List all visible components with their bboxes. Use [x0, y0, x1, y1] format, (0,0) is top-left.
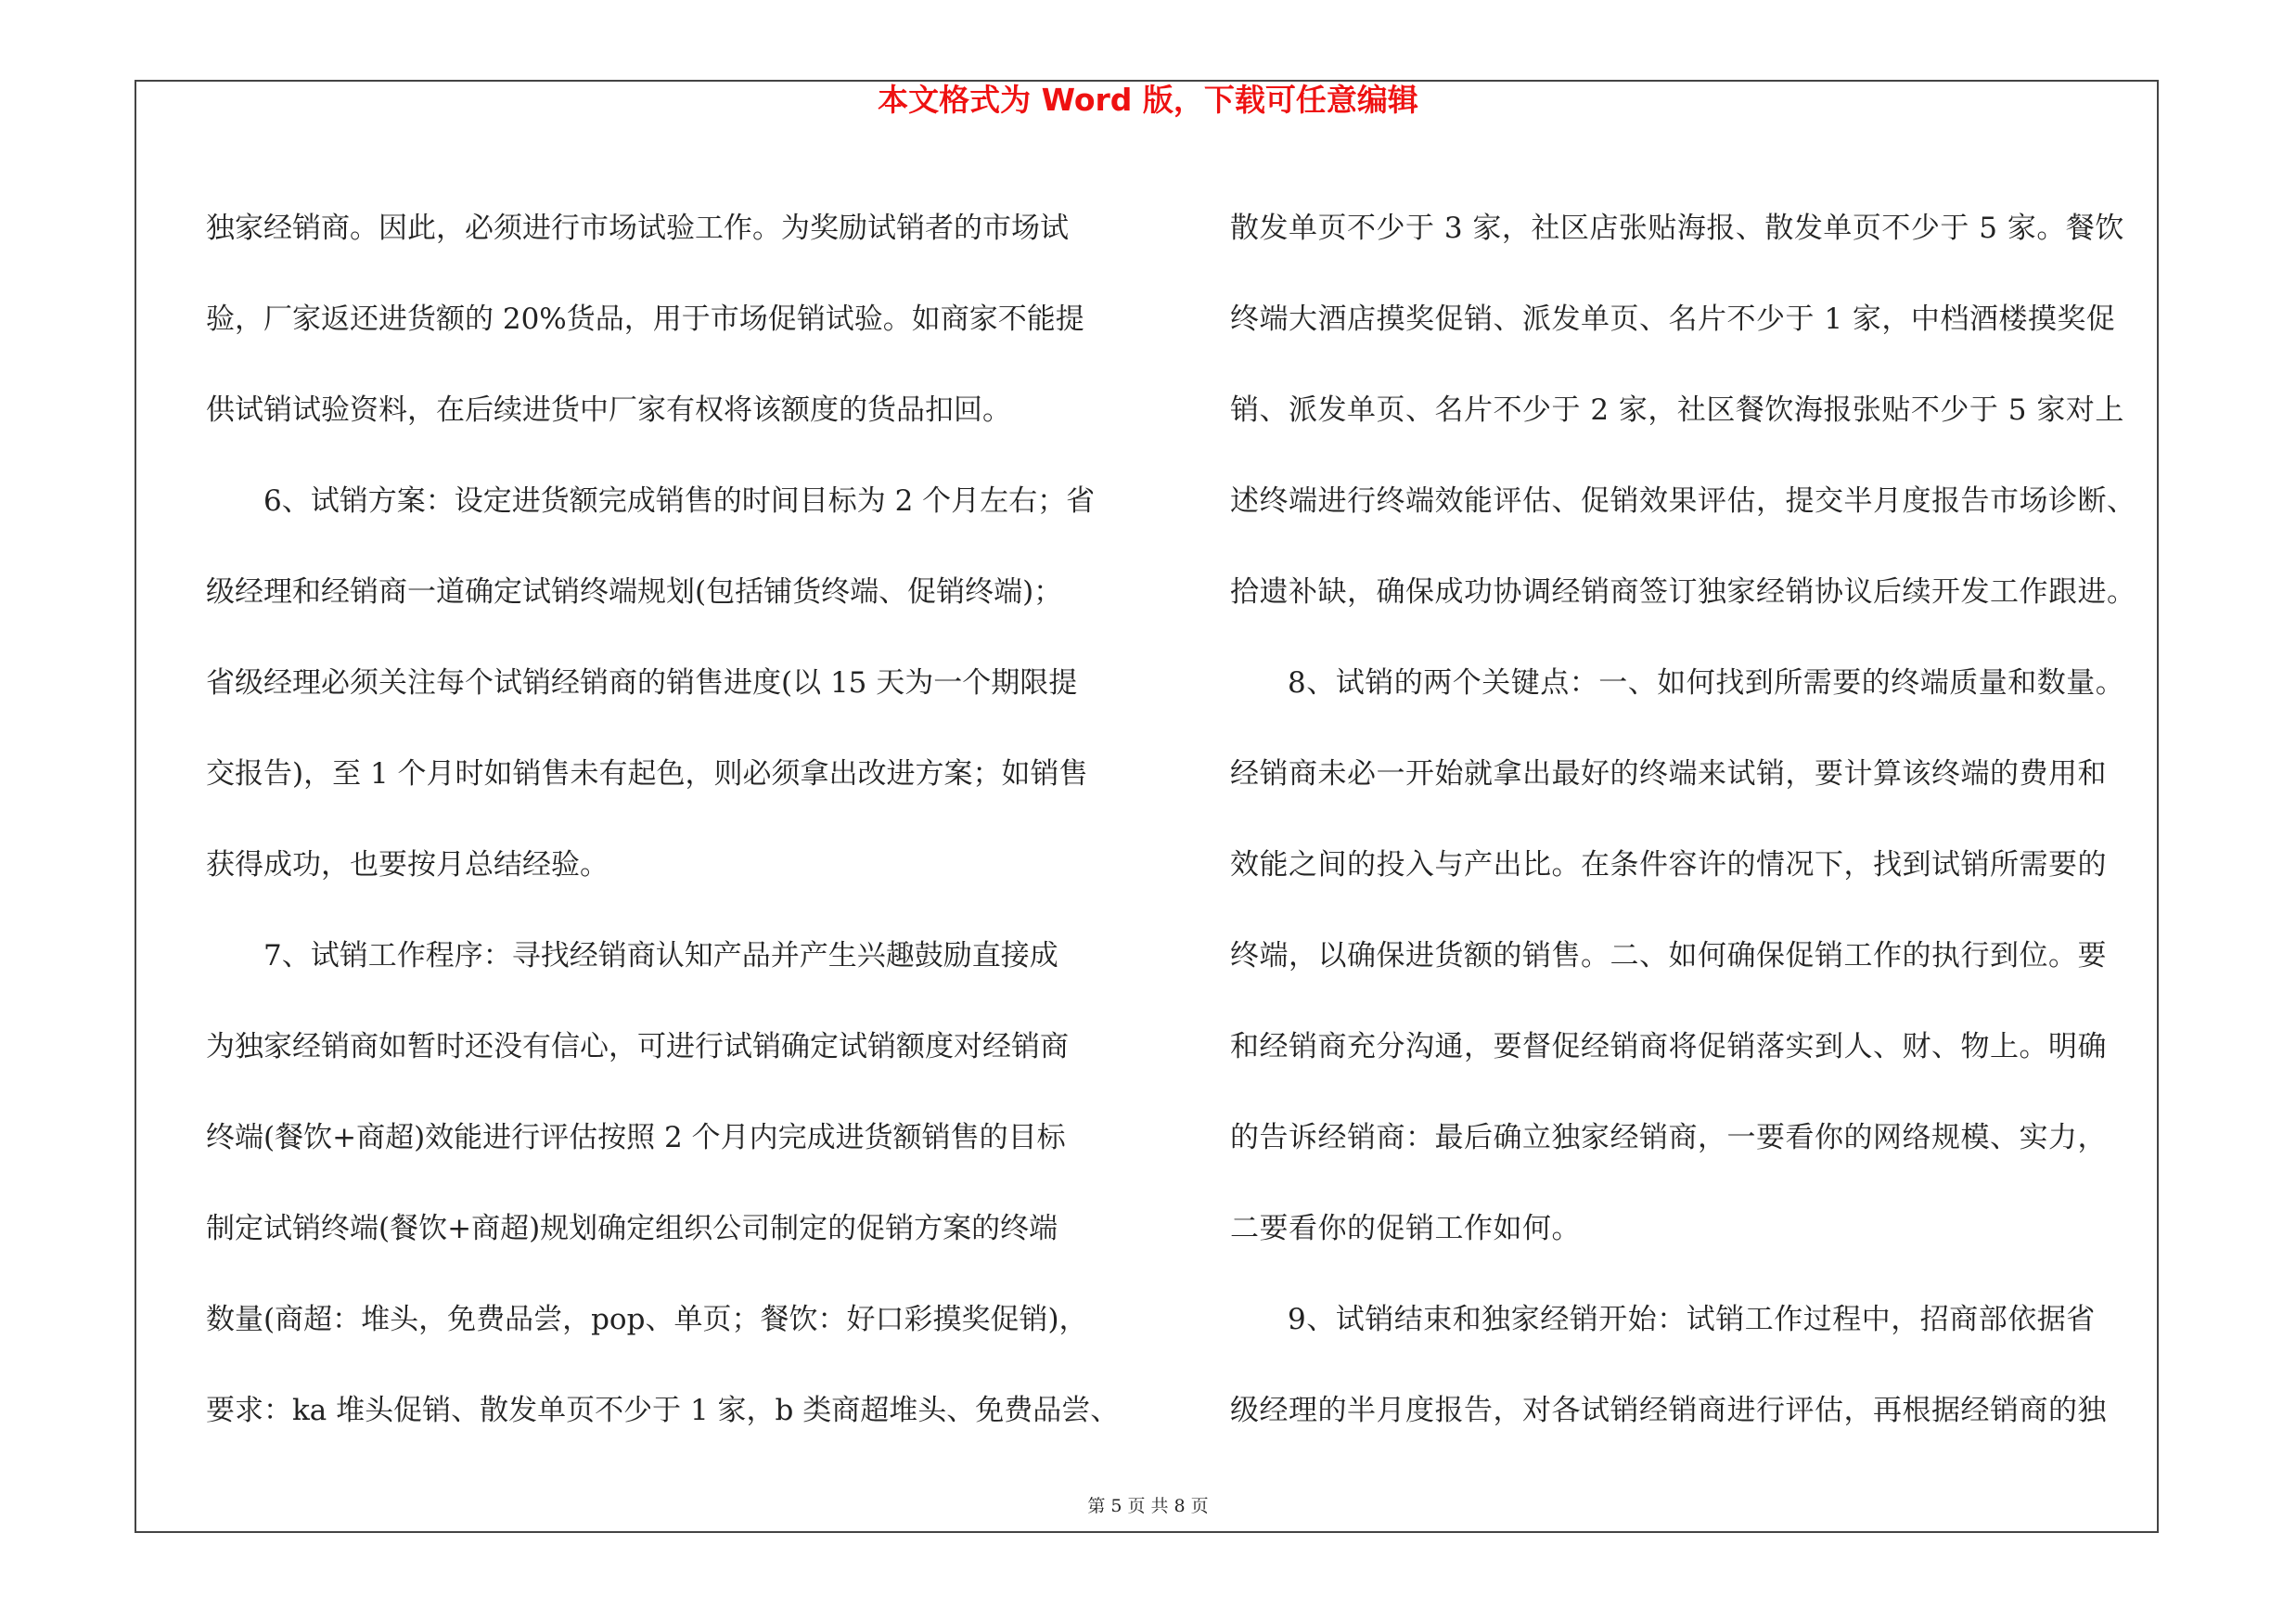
paragraph-line: 8、试销的两个关键点：一、如何找到所需要的终端质量和数量。 [1288, 666, 2125, 700]
paragraph-line: 的告诉经销商：最后确立独家经销商，一要看你的网络规模、实力， [1230, 1121, 2107, 1154]
paragraph-line: 效能之间的投入与产出比。在条件容许的情况下，找到试销所需要的 [1230, 848, 2107, 882]
paragraph-line: 为独家经销商如暂时还没有信心，可进行试销确定试销额度对经销商 [206, 1030, 1069, 1063]
paragraph-line: 级经理和经销商一道确定试销终端规划(包括铺货终端、促销终端)； [206, 575, 1063, 609]
paragraph-line: 独家经销商。因此，必须进行市场试验工作。为奖励试销者的市场试 [206, 212, 1069, 245]
paragraph-line: 终端大酒店摸奖促销、派发单页、名片不少于 1 家，中档酒楼摸奖促 [1230, 303, 2116, 336]
page-number-footer: 第 5 页 共 8 页 [1087, 1496, 1209, 1516]
paragraph-line: 述终端进行终端效能评估、促销效果评估，提交半月度报告市场诊断、 [1230, 484, 2136, 518]
paragraph-line: 省级经理必须关注每个试销经销商的销售进度(以 15 天为一个期限提 [206, 666, 1078, 700]
right-column [1230, 183, 2150, 1456]
paragraph-line: 和经销商充分沟通，要督促经销商将促销落实到人、财、物上。明确 [1230, 1030, 2107, 1063]
paragraph-line: 获得成功，也要按月总结经验。 [206, 848, 609, 882]
format-banner: 本文格式为 Word 版，下载可任意编辑 [878, 82, 1418, 118]
paragraph-line: 7、试销工作程序：寻找经销商认知产品并产生兴趣鼓励直接成 [263, 939, 1058, 973]
paragraph-line: 验，厂家返还进货额的 20%货品，用于市场促销试验。如商家不能提 [206, 303, 1084, 336]
paragraph-line: 数量(商超：堆头，免费品尝，pop、单页；餐饮：好口彩摸奖促销)， [206, 1303, 1088, 1336]
paragraph-line: 终端(餐饮+商超)效能进行评估按照 2 个月内完成进货额销售的目标 [206, 1121, 1066, 1154]
paragraph-line: 经销商未必一开始就拿出最好的终端来试销，要计算该终端的费用和 [1230, 757, 2107, 791]
paragraph-line: 拾遗补缺，确保成功协调经销商签订独家经销协议后续开发工作跟进。 [1230, 575, 2136, 609]
paragraph-line: 要求：ka 堆头促销、散发单页不少于 1 家，b 类商超堆头、免费品尝、 [206, 1394, 1120, 1427]
left-column [206, 183, 1126, 1456]
paragraph-line: 级经理的半月度报告，对各试销经销商进行评估，再根据经销商的独 [1230, 1394, 2107, 1427]
paragraph-line: 供试销试验资料，在后续进货中厂家有权将该额度的货品扣回。 [206, 393, 1011, 427]
paragraph-line: 6、试销方案：设定进货额完成销售的时间目标为 2 个月左右；省 [263, 484, 1096, 518]
paragraph-line: 销、派发单页、名片不少于 2 家，社区餐饮海报张贴不少于 5 家对上 [1230, 393, 2124, 427]
paragraph-line: 9、试销结束和独家经销开始：试销工作过程中，招商部依据省 [1288, 1303, 2096, 1336]
paragraph-line: 终端，以确保进货额的销售。二、如何确保促销工作的执行到位。要 [1230, 939, 2107, 973]
paragraph-line: 交报告)，至 1 个月时如销售未有起色，则必须拿出改进方案；如销售 [206, 757, 1088, 791]
paragraph-line: 二要看你的促销工作如何。 [1230, 1212, 1581, 1245]
paragraph-line: 制定试销终端(餐饮+商超)规划确定组织公司制定的促销方案的终端 [206, 1212, 1058, 1245]
paragraph-line: 散发单页不少于 3 家，社区店张贴海报、散发单页不少于 5 家。餐饮 [1230, 212, 2124, 245]
